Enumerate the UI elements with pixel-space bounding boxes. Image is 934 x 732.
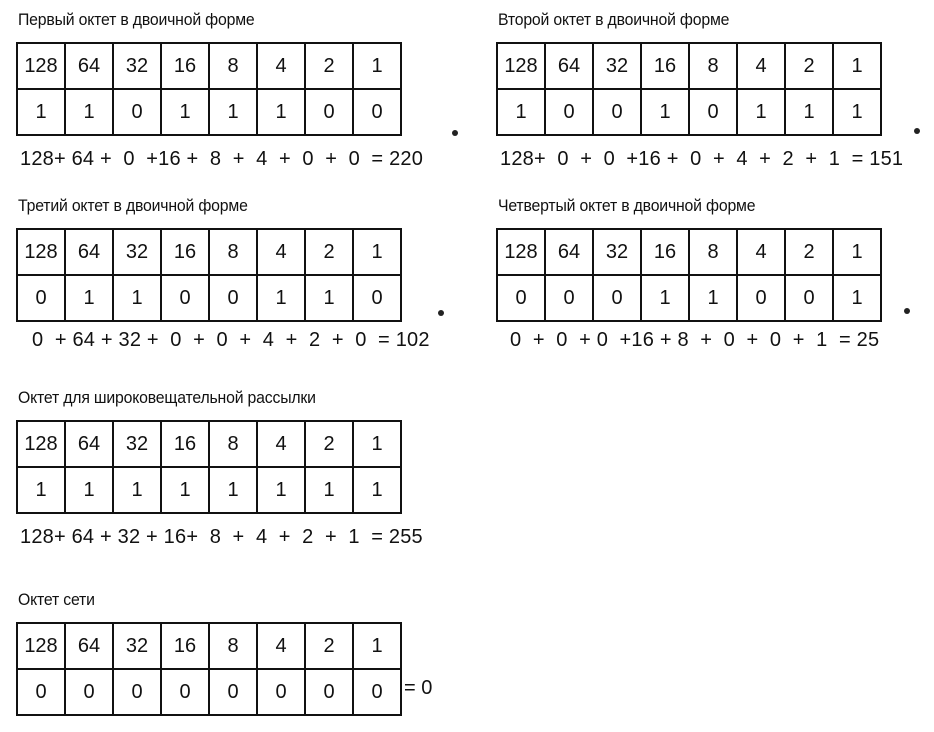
broadcast-octet-title: Октет для широковещательной рассылки: [18, 388, 316, 407]
octet-4-table: [496, 228, 882, 322]
weight-cell: 1: [833, 229, 881, 275]
bit-cell: 1: [257, 467, 305, 513]
network-octet-block: [16, 590, 456, 720]
weights-row: [17, 623, 401, 669]
weight-cell: 4: [257, 229, 305, 275]
weight-cell: 128: [17, 229, 65, 275]
bit-cell: 0: [161, 275, 209, 321]
bit-cell: 0: [353, 275, 401, 321]
weight-cell: 128: [497, 229, 545, 275]
separator-dot: [452, 130, 458, 136]
bit-cell: 0: [353, 669, 401, 715]
weight-cell: 64: [545, 43, 593, 89]
weight-cell: 2: [785, 43, 833, 89]
weight-cell: 4: [257, 43, 305, 89]
bit-cell: 1: [257, 89, 305, 135]
bit-cell: 1: [305, 275, 353, 321]
bit-cell: 0: [689, 89, 737, 135]
weight-cell: 64: [545, 229, 593, 275]
separator-dot: [438, 310, 444, 316]
bit-cell: 1: [257, 275, 305, 321]
octet-1-table: [16, 42, 402, 136]
weight-cell: 8: [689, 229, 737, 275]
octet-3-block: [16, 196, 446, 366]
bit-cell: 0: [737, 275, 785, 321]
octet-4-sum: 0 + 0 + 0 +16 + 8 + 0 + 0 + 1 = 25: [510, 329, 880, 351]
bit-cell: 1: [353, 467, 401, 513]
bit-cell: 0: [257, 669, 305, 715]
weight-cell: 4: [737, 43, 785, 89]
bit-cell: 1: [833, 275, 881, 321]
weight-cell: 32: [593, 229, 641, 275]
octet-4-title: Четвертый октет в двоичной форме: [498, 196, 756, 215]
weights-row: [17, 43, 401, 89]
network-octet-sum: = 0: [404, 677, 433, 699]
weight-cell: 8: [209, 421, 257, 467]
weight-cell: 32: [113, 229, 161, 275]
bits-row: [17, 275, 401, 321]
network-octet-title: Октет сети: [18, 590, 95, 609]
broadcast-octet-table: [16, 420, 402, 514]
bit-cell: 1: [113, 467, 161, 513]
octet-1-title: Первый октет в двоичной форме: [18, 10, 255, 29]
bit-cell: 0: [65, 669, 113, 715]
weight-cell: 8: [209, 623, 257, 669]
weight-cell: 16: [161, 43, 209, 89]
bit-cell: 0: [161, 669, 209, 715]
bit-cell: 1: [497, 89, 545, 135]
bit-cell: 0: [593, 89, 641, 135]
bit-cell: 1: [689, 275, 737, 321]
bit-cell: 1: [161, 467, 209, 513]
bit-cell: 0: [593, 275, 641, 321]
weight-cell: 2: [305, 43, 353, 89]
bit-cell: 1: [209, 467, 257, 513]
weight-cell: 2: [305, 229, 353, 275]
octet-3-sum: 0 + 64 + 32 + 0 + 0 + 4 + 2 + 0 = 102: [32, 329, 430, 351]
weight-cell: 4: [257, 421, 305, 467]
weight-cell: 4: [737, 229, 785, 275]
bit-cell: 0: [113, 89, 161, 135]
weight-cell: 2: [785, 229, 833, 275]
bit-cell: 1: [785, 89, 833, 135]
bit-cell: 1: [65, 467, 113, 513]
weight-cell: 8: [689, 43, 737, 89]
octet-2-sum: 128+ 0 + 0 +16 + 0 + 4 + 2 + 1 = 151: [500, 148, 904, 170]
weight-cell: 8: [209, 43, 257, 89]
weight-cell: 1: [353, 229, 401, 275]
bit-cell: 1: [113, 275, 161, 321]
bit-cell: 1: [833, 89, 881, 135]
bit-cell: 0: [545, 275, 593, 321]
weight-cell: 16: [161, 421, 209, 467]
weights-row: [17, 229, 401, 275]
bit-cell: 1: [641, 275, 689, 321]
weight-cell: 32: [113, 623, 161, 669]
octet-3-title: Третий октет в двоичной форме: [18, 196, 248, 215]
bit-cell: 0: [17, 275, 65, 321]
bit-cell: 0: [113, 669, 161, 715]
weights-row: [497, 229, 881, 275]
weight-cell: 128: [17, 421, 65, 467]
octet-1-block: [16, 10, 446, 180]
weight-cell: 16: [161, 623, 209, 669]
weight-cell: 64: [65, 623, 113, 669]
weight-cell: 128: [497, 43, 545, 89]
separator-dot: [914, 128, 920, 134]
broadcast-octet-sum: 128+ 64 + 32 + 16+ 8 + 4 + 2 + 1 = 255: [20, 526, 423, 548]
weights-row: [497, 43, 881, 89]
weight-cell: 32: [113, 43, 161, 89]
bits-row: [17, 669, 401, 715]
octet-1-sum: 128+ 64 + 0 +16 + 8 + 4 + 0 + 0 = 220: [20, 148, 424, 170]
bit-cell: 1: [209, 89, 257, 135]
weight-cell: 2: [305, 623, 353, 669]
weight-cell: 1: [833, 43, 881, 89]
bit-cell: 1: [305, 467, 353, 513]
bit-cell: 1: [17, 89, 65, 135]
weight-cell: 128: [17, 623, 65, 669]
weight-cell: 32: [593, 43, 641, 89]
weights-row: [17, 421, 401, 467]
weight-cell: 2: [305, 421, 353, 467]
bit-cell: 0: [785, 275, 833, 321]
bit-cell: 1: [65, 275, 113, 321]
weight-cell: 16: [641, 229, 689, 275]
bit-cell: 0: [305, 89, 353, 135]
octet-2-block: [496, 10, 926, 180]
broadcast-octet-block: [16, 388, 446, 558]
bit-cell: 1: [641, 89, 689, 135]
bit-cell: 0: [17, 669, 65, 715]
bit-cell: 1: [65, 89, 113, 135]
bit-cell: 0: [353, 89, 401, 135]
weight-cell: 64: [65, 43, 113, 89]
bit-cell: 0: [209, 275, 257, 321]
octet-2-title: Второй октет в двоичной форме: [498, 10, 730, 29]
bits-row: [17, 89, 401, 135]
bits-row: [497, 89, 881, 135]
weight-cell: 128: [17, 43, 65, 89]
bit-cell: 0: [305, 669, 353, 715]
bit-cell: 0: [545, 89, 593, 135]
weight-cell: 8: [209, 229, 257, 275]
bit-cell: 0: [497, 275, 545, 321]
weight-cell: 4: [257, 623, 305, 669]
weight-cell: 32: [113, 421, 161, 467]
weight-cell: 1: [353, 623, 401, 669]
bit-cell: 1: [17, 467, 65, 513]
bit-cell: 0: [209, 669, 257, 715]
bit-cell: 1: [161, 89, 209, 135]
bit-cell: 1: [737, 89, 785, 135]
weight-cell: 16: [641, 43, 689, 89]
weight-cell: 64: [65, 421, 113, 467]
octet-4-block: [496, 196, 926, 366]
octet-2-table: [496, 42, 882, 136]
bits-row: [17, 467, 401, 513]
octet-3-table: [16, 228, 402, 322]
separator-dot: [904, 308, 910, 314]
bits-row: [497, 275, 881, 321]
weight-cell: 1: [353, 421, 401, 467]
weight-cell: 1: [353, 43, 401, 89]
network-octet-table: [16, 622, 402, 716]
weight-cell: 16: [161, 229, 209, 275]
weight-cell: 64: [65, 229, 113, 275]
